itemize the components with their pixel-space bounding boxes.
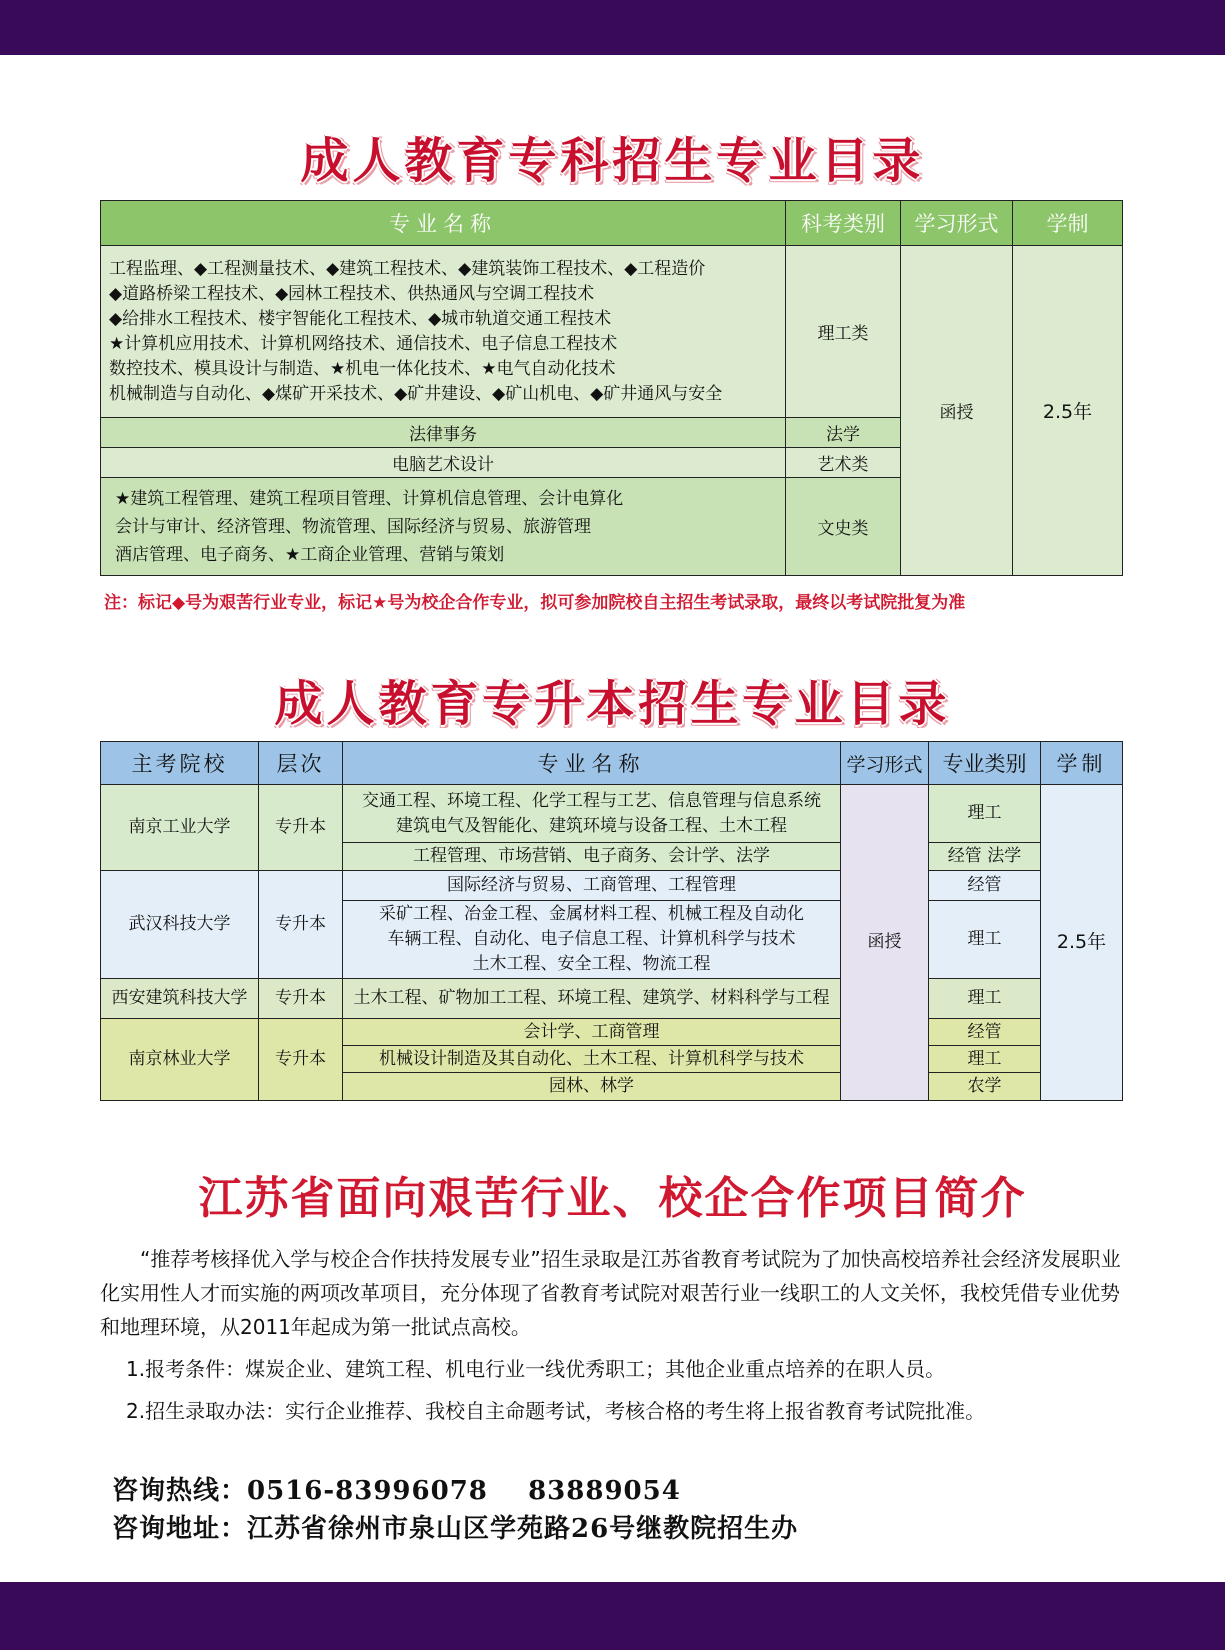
school-majors: 机械设计制造及其自动化、土木工程、计算机科学与技术: [343, 1046, 841, 1073]
major-category: 理工: [929, 1046, 1041, 1073]
study-form: 函授: [841, 785, 929, 1101]
duration: 2.5年: [1041, 785, 1123, 1101]
school-level: 专升本: [259, 979, 343, 1019]
category-law: 法学: [786, 418, 901, 448]
study-form: 函授: [901, 246, 1013, 576]
item-requirements: 1.报考条件：煤炭企业、建筑工程、机电行业一线优秀职工；其他企业重点培养的在职人员。: [126, 1357, 946, 1381]
school-majors: 园林、林学: [343, 1073, 841, 1101]
school-majors: 交通工程、环境工程、化学工程与工艺、信息管理与信息系统 建筑电气及智能化、建筑环境与设备工程、土木工程: [343, 785, 841, 843]
school-name: 武汉科技大学: [101, 871, 259, 979]
header-duration: 学制: [1013, 201, 1123, 246]
title-upgrade: 成人教育专升本招生专业目录: [274, 676, 951, 732]
majors-law: 法律事务: [101, 418, 786, 448]
majors-liberal-arts: ★建筑工程管理、建筑工程项目管理、计算机信息管理、会计电算化 会计与审计、经济管理、物流管理、国际经济与贸易、旅游管理 酒店管理、电子商务、★工商企业管理、营销与策划: [101, 478, 786, 576]
bottom-banner: [0, 1582, 1225, 1650]
major-category: 经管 法学: [929, 843, 1041, 871]
majors-art: 电脑艺术设计: [101, 448, 786, 478]
major-category: 理工: [929, 785, 1041, 843]
school-majors: 土木工程、矿物加工工程、环境工程、建筑学、材料科学与工程: [343, 979, 841, 1019]
header-major-category: 专业类别: [929, 742, 1041, 785]
school-majors: 国际经济与贸易、工商管理、工程管理: [343, 871, 841, 901]
title-project-intro: 江苏省面向艰苦行业、校企合作项目简介: [198, 1173, 1027, 1224]
school-level: 专升本: [259, 1019, 343, 1101]
school-name: 西安建筑科技大学: [101, 979, 259, 1019]
upgrade-table: [100, 741, 1123, 1101]
school-name: 南京林业大学: [101, 1019, 259, 1101]
address: 咨询地址：江苏省徐州市泉山区学苑路26号继教院招生办: [112, 1514, 799, 1544]
header-major-name: 专业名称: [101, 201, 786, 246]
major-category: 理工: [929, 901, 1041, 979]
title-junior-college: 成人教育专科招生专业目录: [300, 133, 925, 189]
majors-science: 工程监理、◆工程测量技术、◆建筑工程技术、◆建筑装饰工程技术、◆工程造价 ◆道路桥梁工程技术、◆园林工程技术、供热通风与空调工程技术 ◆给排水工程技术、楼宇智能化工程技术、◆城市轨道交通工程技术 ★计算机应用技术、计算机网络技术、通信技术、电子信息工程技术 数控技术、模具设计与制造、★机电一体化技术、★电气自动化技术 机械制造与自动化、◆煤矿开采技术、◆矿井建设、◆矿山机电、◆矿井通风与安全: [101, 246, 786, 418]
school-name: 南京工业大学: [101, 785, 259, 871]
major-category: 理工: [929, 979, 1041, 1019]
header-duration: 学制: [1041, 742, 1123, 785]
header-major-name: 专业名称: [343, 742, 841, 785]
category-art: 艺术类: [786, 448, 901, 478]
header-school: 主考院校: [101, 742, 259, 785]
school-majors: 会计学、工商管理: [343, 1019, 841, 1046]
header-study-form: 学习形式: [841, 742, 929, 785]
header-study-form: 学习形式: [901, 201, 1013, 246]
hotline: 咨询热线：0516-83996078 83889054: [112, 1476, 681, 1506]
table-note: 注：标记◆号为艰苦行业专业，标记★号为校企合作专业，拟可参加院校自主招生考试录取，最终以考试院批复为准: [104, 593, 966, 613]
school-level: 专升本: [259, 871, 343, 979]
major-category: 经管: [929, 871, 1041, 901]
item-admission-method: 2.招生录取办法：实行企业推荐、我校自主命题考试，考核合格的考生将上报省教育考试院批准。: [126, 1399, 986, 1423]
category-science: 理工类: [786, 246, 901, 418]
major-category: 经管: [929, 1019, 1041, 1046]
school-level: 专升本: [259, 785, 343, 871]
intro-paragraph: “推荐考核择优入学与校企合作扶持发展专业”招生录取是江苏省教育考试院为了加快高校培养社会经济发展职业化实用性人才而实施的两项改革项目，充分体现了省教育考试院对艰苦行业一线职工的人文关怀，我校凭借专业优势和地理环境，从2011年起成为第一批试点高校。: [100, 1247, 1121, 1339]
school-majors: 工程管理、市场营销、电子商务、会计学、法学: [343, 843, 841, 871]
header-level: 层次: [259, 742, 343, 785]
category-liberal-arts: 文史类: [786, 478, 901, 576]
duration: 2.5年: [1013, 246, 1123, 576]
junior-college-table: [100, 200, 1123, 576]
top-banner: [0, 0, 1225, 55]
school-majors: 采矿工程、冶金工程、金属材料工程、机械工程及自动化 车辆工程、自动化、电子信息工程、计算机科学与技术 土木工程、安全工程、物流工程: [343, 901, 841, 979]
major-category: 农学: [929, 1073, 1041, 1101]
header-exam-category: 科考类别: [786, 201, 901, 246]
